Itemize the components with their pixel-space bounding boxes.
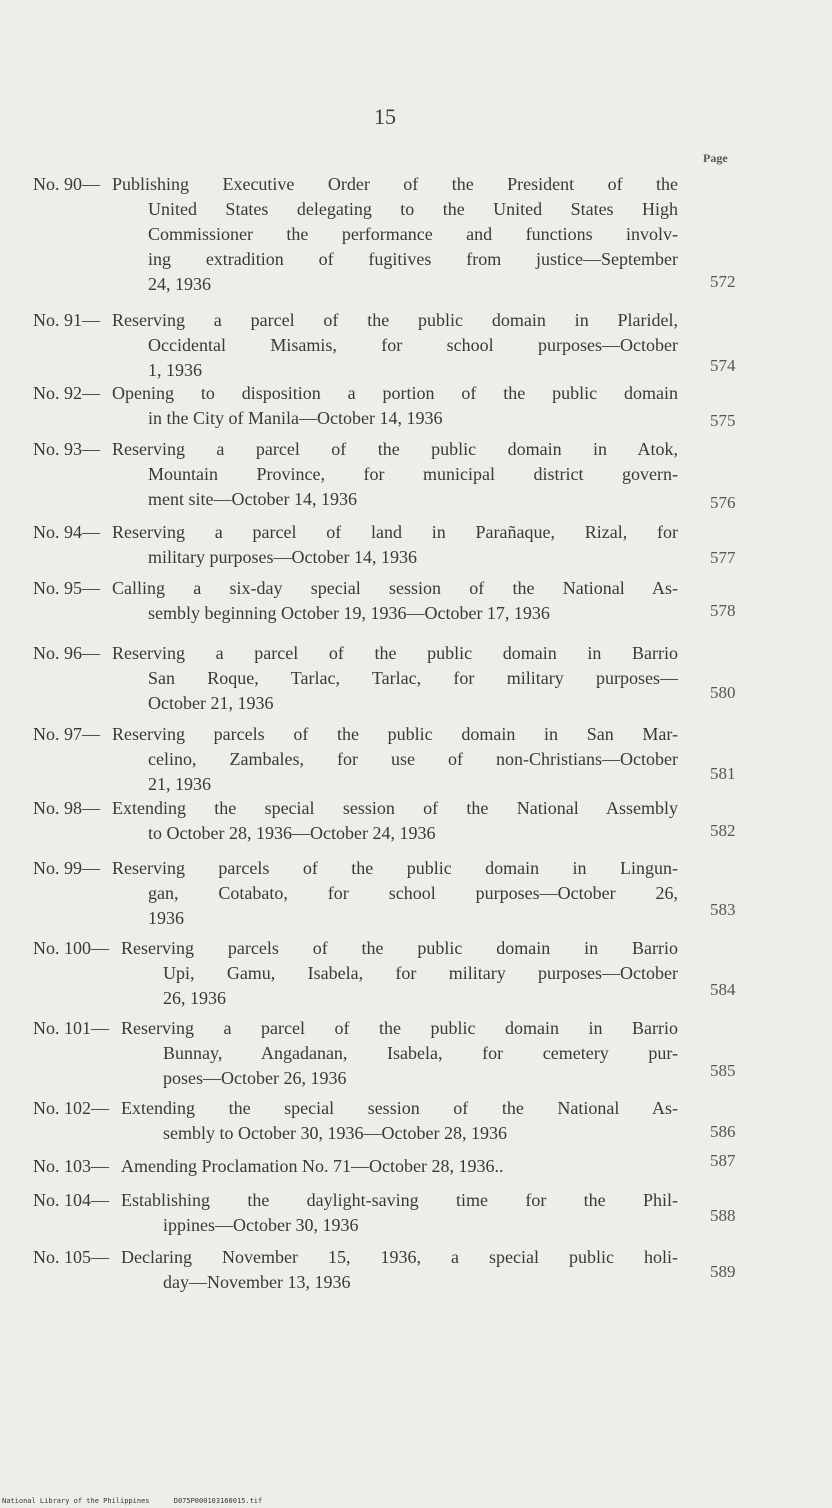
toc-entry-number: No. 101— [33,1018,109,1038]
toc-entry-title [112,308,678,383]
toc-entry-title-text: sembly to October 30, 1936—October 28, 1936 [163,1123,507,1143]
footer-filename: D075P000103160015.tif [173,1497,263,1505]
toc-entry-title-line: Reserving parcels of the public domain in Lingun- [112,858,678,878]
toc-entry-title-line: Extending the special session of the National As- [121,1098,678,1118]
toc-entry-title-line: Bunnay, Angadanan, Isabela, for cemetery pur- [163,1043,678,1063]
toc-entry-title [112,172,678,297]
toc-entry-title [121,1188,678,1238]
toc-entry-title-line: Reserving parcels of the public domain in San Mar- [112,724,678,744]
toc-entry-title-text: day—November 13, 1936 [163,1272,351,1292]
toc-entry-title-line: Mountain Province, for municipal district govern- [148,464,678,484]
toc-entry-title [112,796,678,846]
toc-entry-title-text: ment site—October 14, 1936 [148,489,357,509]
toc-entry-title-text: sembly beginning October 19, 1936—October 17, 1936 [148,603,550,623]
toc-entry-title [121,1154,678,1179]
toc-entry-number: No. 100— [33,938,109,958]
toc-entry-title-last-line [148,601,678,626]
toc-entry-title-line: Reserving parcels of the public domain in Barrio [121,938,678,958]
toc-entry-page: 589 [710,1262,736,1281]
toc-entry-page: 575 [710,411,736,430]
toc-entry-number: No. 105— [33,1247,109,1267]
toc-entry-number: No. 102— [33,1098,109,1118]
toc-entry-title-line: United States delegating to the United States High [148,199,678,219]
toc-entry-page: 578 [710,601,736,620]
page-number: 15 [374,104,396,129]
toc-entry-title [112,576,678,626]
toc-entry-title-line: Reserving a parcel of land in Parañaque, Rizal, for [112,522,678,542]
toc-entry-title [112,437,678,512]
toc-entry-number: No. 99— [33,858,100,878]
toc-entry-title-line: Upi, Gamu, Isabela, for military purposes—October [163,963,678,983]
toc-entry-number: No. 97— [33,724,100,744]
toc-entry-page: 577 [710,548,736,567]
toc-entry-title-text: 21, 1936 [148,774,211,794]
toc-entry-title-last-line [148,545,678,570]
toc-entry-page: 587 [710,1151,736,1170]
toc-entry-title-line: ing extradition of fugitives from justice—September [148,249,678,269]
toc-entry-title-line: Reserving a parcel of the public domain in Barrio [112,643,678,663]
toc-entry-title [112,641,678,716]
toc-entry-title-line: Opening to disposition a portion of the public domain [112,383,678,403]
toc-entry-page: 584 [710,980,736,999]
toc-entry-title-text: 24, 1936 [148,274,211,294]
toc-entry-title-text: military purposes—October 14, 1936 [148,547,417,567]
toc-entry-title-last-line [148,691,678,716]
toc-entry-title-text: 26, 1936 [163,988,226,1008]
toc-entry-title [112,856,678,931]
toc-entry-title-text: 1936 [148,908,184,928]
footer [2,1497,262,1505]
toc-entry-title-text: poses—October 26, 1936 [163,1068,347,1088]
toc-entry-title-line: Declaring November 15, 1936, a special public holi- [121,1247,678,1267]
toc-entry-title-line: Publishing Executive Order of the President of the [112,174,678,194]
toc-entry-title-text: Amending Proclamation No. 71—October 28, 1936.. [121,1156,504,1176]
toc-entry-number: No. 92— [33,383,100,403]
toc-entry-title-text: 1, 1936 [148,360,202,380]
toc-entry-title-last-line [148,821,678,846]
toc-entry-title-line: Reserving a parcel of the public domain in Atok, [112,439,678,459]
toc-entry-page: 585 [710,1061,736,1080]
toc-entry-page: 586 [710,1122,736,1141]
toc-entry-title-line: Establishing the daylight-saving time for the Phil- [121,1190,678,1210]
toc-entry-title-text: October 21, 1936 [148,693,274,713]
toc-entry-page: 576 [710,493,736,512]
toc-entry-title-last-line [163,1270,678,1295]
toc-entry-number: No. 93— [33,439,100,459]
toc-entry-title-text: ippines—October 30, 1936 [163,1215,359,1235]
toc-entry-number: No. 96— [33,643,100,663]
toc-entry-title-last-line [148,906,678,931]
toc-entry-title [121,1096,678,1146]
toc-entry-title-last-line [148,487,678,512]
toc-entry-title-line: San Roque, Tarlac, Tarlac, for military purposes— [148,668,678,688]
toc-entry-page: 581 [710,764,736,783]
toc-entry-page: 588 [710,1206,736,1225]
toc-entry-title-last-line [163,986,678,1011]
toc-entry-title [112,381,678,431]
toc-entry-title-line: Reserving a parcel of the public domain in Barrio [121,1018,678,1038]
toc-entry-page: 582 [710,821,736,840]
toc-entry-number: No. 91— [33,310,100,330]
toc-entry-number: No. 103— [33,1156,109,1176]
toc-entry-title-line: Calling a six-day special session of the National As- [112,578,678,598]
toc-entry-title-line: Occidental Misamis, for school purposes—October [148,335,678,355]
toc-entry-title [112,520,678,570]
toc-entry-title-last-line [148,358,678,383]
toc-entry-number: No. 90— [33,174,100,194]
toc-entry-title-text: in the City of Manila—October 14, 1936 [148,408,443,428]
toc-entry-page: 574 [710,356,736,375]
toc-entry-page: 572 [710,272,736,291]
toc-entry-title [112,722,678,797]
page-column-header: Page [703,151,728,165]
toc-entry-number: No. 104— [33,1190,109,1210]
toc-entry-title-last-line [148,272,678,297]
toc-entry-title-line: celino, Zambales, for use of non-Christians—October [148,749,678,769]
toc-entry-number: No. 94— [33,522,100,542]
toc-entry-title-line: Extending the special session of the National Assembly [112,798,678,818]
toc-entry-title [121,1245,678,1295]
toc-entry-title-last-line [163,1121,678,1146]
toc-entry-title-line: gan, Cotabato, for school purposes—October 26, [148,883,678,903]
toc-entry-number: No. 95— [33,578,100,598]
toc-entry-title-line: Reserving a parcel of the public domain in Plaridel, [112,310,678,330]
toc-entry-page: 580 [710,683,736,702]
footer-library: National Library of the Philippines [2,1497,150,1505]
toc-entry-title-last-line [163,1213,678,1238]
toc-entry-title-last-line [163,1066,678,1091]
toc-entry-title-line: Commissioner the performance and functions involv- [148,224,678,244]
toc-entry-title-last-line [148,772,678,797]
toc-entry-title-text: to October 28, 1936—October 24, 1936 [148,823,436,843]
toc-entry-title [121,936,678,1011]
toc-entry-title-last-line [121,1154,678,1179]
toc-entry-page: 583 [710,900,736,919]
toc-entry-title-last-line [148,406,678,431]
toc-entry-title [121,1016,678,1091]
toc-entry-number: No. 98— [33,798,100,818]
